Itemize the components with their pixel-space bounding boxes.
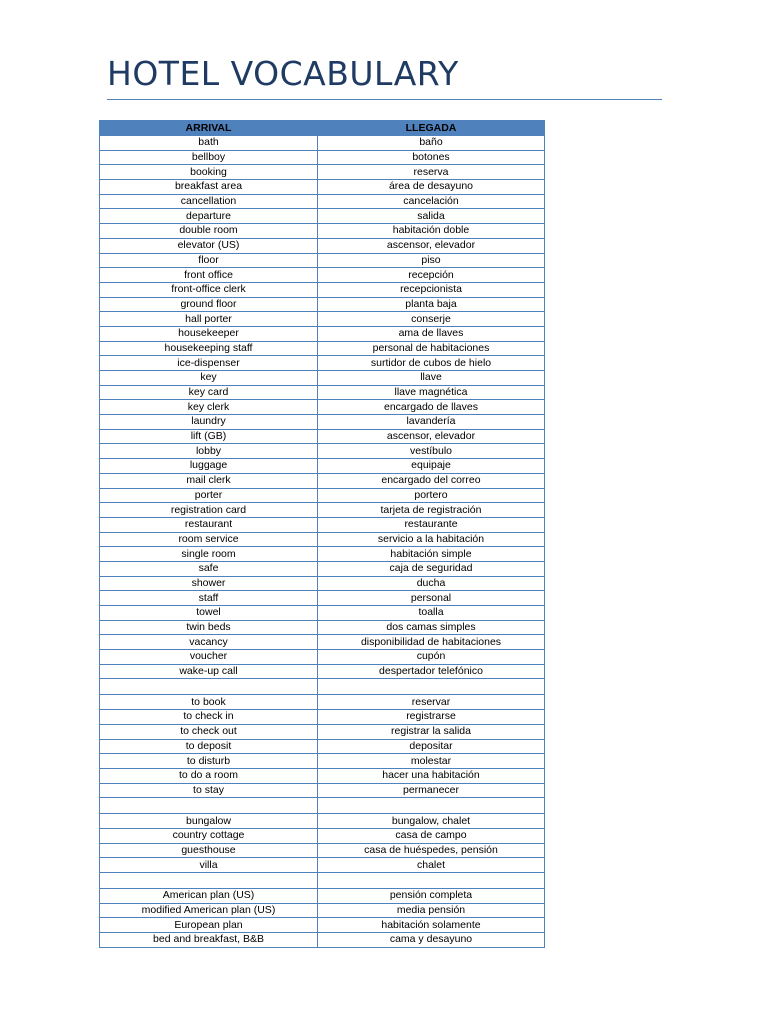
table-row — [100, 889, 545, 904]
table-body — [100, 136, 545, 948]
table-row — [100, 165, 545, 180]
table-row — [100, 150, 545, 165]
table-row — [100, 400, 545, 415]
table-row — [100, 547, 545, 562]
english-term-cell: to book — [100, 695, 318, 710]
spanish-term-cell: área de desayuno — [318, 180, 545, 195]
table-row — [100, 828, 545, 843]
spanish-term-cell: botones — [318, 150, 545, 165]
table-row — [100, 224, 545, 239]
spanish-term-cell: conserje — [318, 312, 545, 327]
english-term-cell: key — [100, 371, 318, 386]
table-row — [100, 664, 545, 679]
spanish-term-cell: caja de seguridad — [318, 561, 545, 576]
spanish-term-cell: personal — [318, 591, 545, 606]
english-term-cell: booking — [100, 165, 318, 180]
english-term-cell: front office — [100, 268, 318, 283]
english-term-cell: floor — [100, 253, 318, 268]
spanish-term-cell: disponibilidad de habitaciones — [318, 635, 545, 650]
table-row — [100, 561, 545, 576]
english-term-cell: American plan (US) — [100, 889, 318, 904]
english-term-cell: mail clerk — [100, 473, 318, 488]
table-row — [100, 814, 545, 829]
english-term-cell: shower — [100, 576, 318, 591]
spanish-term-cell: cama y desayuno — [318, 933, 545, 948]
spanish-term-cell: planta baja — [318, 297, 545, 312]
spanish-term-cell: llave — [318, 371, 545, 386]
table-row — [100, 754, 545, 769]
english-term-cell — [100, 873, 318, 889]
table-row — [100, 312, 545, 327]
table-row — [100, 532, 545, 547]
spanish-term-cell: recepción — [318, 268, 545, 283]
spanish-term-cell — [318, 873, 545, 889]
spanish-term-cell: salida — [318, 209, 545, 224]
column-header-english: ARRIVAL — [100, 121, 318, 136]
table-row — [100, 459, 545, 474]
table-spacer-row — [100, 798, 545, 814]
english-term-cell: bed and breakfast, B&B — [100, 933, 318, 948]
table-row — [100, 843, 545, 858]
spanish-term-cell: baño — [318, 136, 545, 151]
table-row — [100, 858, 545, 873]
table-row — [100, 371, 545, 386]
english-term-cell: safe — [100, 561, 318, 576]
spanish-term-cell: encargado del correo — [318, 473, 545, 488]
english-term-cell: European plan — [100, 918, 318, 933]
spanish-term-cell: piso — [318, 253, 545, 268]
table-row — [100, 415, 545, 430]
table-row — [100, 591, 545, 606]
english-term-cell: registration card — [100, 503, 318, 518]
spanish-term-cell: surtidor de cubos de hielo — [318, 356, 545, 371]
table-row — [100, 576, 545, 591]
spanish-term-cell: recepcionista — [318, 282, 545, 297]
english-term-cell: staff — [100, 591, 318, 606]
spanish-term-cell — [318, 798, 545, 814]
table-row — [100, 326, 545, 341]
english-term-cell: twin beds — [100, 620, 318, 635]
english-term-cell: housekeeper — [100, 326, 318, 341]
english-term-cell: single room — [100, 547, 318, 562]
english-term-cell: bellboy — [100, 150, 318, 165]
spanish-term-cell: permanecer — [318, 783, 545, 798]
english-term-cell: bungalow — [100, 814, 318, 829]
english-term-cell: laundry — [100, 415, 318, 430]
table-row — [100, 473, 545, 488]
spanish-term-cell: llave magnética — [318, 385, 545, 400]
spanish-term-cell: ascensor, elevador — [318, 238, 545, 253]
table-row — [100, 768, 545, 783]
table-row — [100, 710, 545, 725]
english-term-cell: to deposit — [100, 739, 318, 754]
english-term-cell: villa — [100, 858, 318, 873]
spanish-term-cell: toalla — [318, 606, 545, 621]
english-term-cell: to do a room — [100, 768, 318, 783]
title-divider — [107, 99, 662, 100]
table-row — [100, 517, 545, 532]
table-row — [100, 695, 545, 710]
spanish-term-cell: despertador telefónico — [318, 664, 545, 679]
english-term-cell — [100, 798, 318, 814]
spanish-term-cell: vestíbulo — [318, 444, 545, 459]
spanish-term-cell: servicio a la habitación — [318, 532, 545, 547]
english-term-cell: key card — [100, 385, 318, 400]
table-row — [100, 503, 545, 518]
spanish-term-cell: pensión completa — [318, 889, 545, 904]
spanish-term-cell: ascensor, elevador — [318, 429, 545, 444]
spanish-term-cell: chalet — [318, 858, 545, 873]
spanish-term-cell: portero — [318, 488, 545, 503]
table-row — [100, 209, 545, 224]
table-row — [100, 488, 545, 503]
english-term-cell: front-office clerk — [100, 282, 318, 297]
table-row — [100, 620, 545, 635]
spanish-term-cell: media pensión — [318, 903, 545, 918]
table-spacer-row — [100, 679, 545, 695]
english-term-cell: to check out — [100, 724, 318, 739]
spanish-term-cell: habitación simple — [318, 547, 545, 562]
english-term-cell: room service — [100, 532, 318, 547]
table-spacer-row — [100, 873, 545, 889]
english-term-cell: restaurant — [100, 517, 318, 532]
spanish-term-cell: casa de campo — [318, 828, 545, 843]
page-title: HOTEL VOCABULARY — [107, 54, 459, 93]
table-row — [100, 385, 545, 400]
table-row — [100, 783, 545, 798]
english-term-cell: towel — [100, 606, 318, 621]
english-term-cell: hall porter — [100, 312, 318, 327]
column-header-spanish: LLEGADA — [318, 121, 545, 136]
spanish-term-cell: encargado de llaves — [318, 400, 545, 415]
english-term-cell: modified American plan (US) — [100, 903, 318, 918]
vocabulary-table — [99, 120, 545, 948]
spanish-term-cell: lavandería — [318, 415, 545, 430]
table-header-row — [100, 121, 545, 136]
table-row — [100, 136, 545, 151]
english-term-cell: cancellation — [100, 194, 318, 209]
table-row — [100, 268, 545, 283]
table-row — [100, 903, 545, 918]
spanish-term-cell: reserva — [318, 165, 545, 180]
english-term-cell: to disturb — [100, 754, 318, 769]
spanish-term-cell — [318, 679, 545, 695]
spanish-term-cell: hacer una habitación — [318, 768, 545, 783]
english-term-cell: to check in — [100, 710, 318, 725]
english-term-cell: luggage — [100, 459, 318, 474]
table-row — [100, 253, 545, 268]
english-term-cell: key clerk — [100, 400, 318, 415]
english-term-cell: vacancy — [100, 635, 318, 650]
spanish-term-cell: equipaje — [318, 459, 545, 474]
english-term-cell: departure — [100, 209, 318, 224]
english-term-cell: housekeeping staff — [100, 341, 318, 356]
spanish-term-cell: dos camas simples — [318, 620, 545, 635]
spanish-term-cell: ama de llaves — [318, 326, 545, 341]
spanish-term-cell: registrar la salida — [318, 724, 545, 739]
table-row — [100, 356, 545, 371]
english-term-cell: porter — [100, 488, 318, 503]
table-row — [100, 918, 545, 933]
spanish-term-cell: cancelación — [318, 194, 545, 209]
table-row — [100, 635, 545, 650]
spanish-term-cell: habitación doble — [318, 224, 545, 239]
table-row — [100, 297, 545, 312]
spanish-term-cell: registrarse — [318, 710, 545, 725]
english-term-cell: country cottage — [100, 828, 318, 843]
table-row — [100, 650, 545, 665]
english-term-cell — [100, 679, 318, 695]
english-term-cell: lift (GB) — [100, 429, 318, 444]
english-term-cell: double room — [100, 224, 318, 239]
english-term-cell: voucher — [100, 650, 318, 665]
table-row — [100, 739, 545, 754]
spanish-term-cell: molestar — [318, 754, 545, 769]
table-row — [100, 180, 545, 195]
english-term-cell: lobby — [100, 444, 318, 459]
english-term-cell: guesthouse — [100, 843, 318, 858]
english-term-cell: to stay — [100, 783, 318, 798]
english-term-cell: breakfast area — [100, 180, 318, 195]
table-row — [100, 429, 545, 444]
spanish-term-cell: reservar — [318, 695, 545, 710]
spanish-term-cell: ducha — [318, 576, 545, 591]
english-term-cell: ice-dispenser — [100, 356, 318, 371]
table-row — [100, 341, 545, 356]
spanish-term-cell: bungalow, chalet — [318, 814, 545, 829]
english-term-cell: ground floor — [100, 297, 318, 312]
table-row — [100, 444, 545, 459]
table-row — [100, 933, 545, 948]
spanish-term-cell: habitación solamente — [318, 918, 545, 933]
table-row — [100, 282, 545, 297]
english-term-cell: elevator (US) — [100, 238, 318, 253]
spanish-term-cell: depositar — [318, 739, 545, 754]
spanish-term-cell: casa de huéspedes, pensión — [318, 843, 545, 858]
table-row — [100, 194, 545, 209]
table-row — [100, 724, 545, 739]
table-row — [100, 606, 545, 621]
spanish-term-cell: tarjeta de registración — [318, 503, 545, 518]
spanish-term-cell: cupón — [318, 650, 545, 665]
spanish-term-cell: personal de habitaciones — [318, 341, 545, 356]
table-row — [100, 238, 545, 253]
english-term-cell: bath — [100, 136, 318, 151]
spanish-term-cell: restaurante — [318, 517, 545, 532]
english-term-cell: wake-up call — [100, 664, 318, 679]
